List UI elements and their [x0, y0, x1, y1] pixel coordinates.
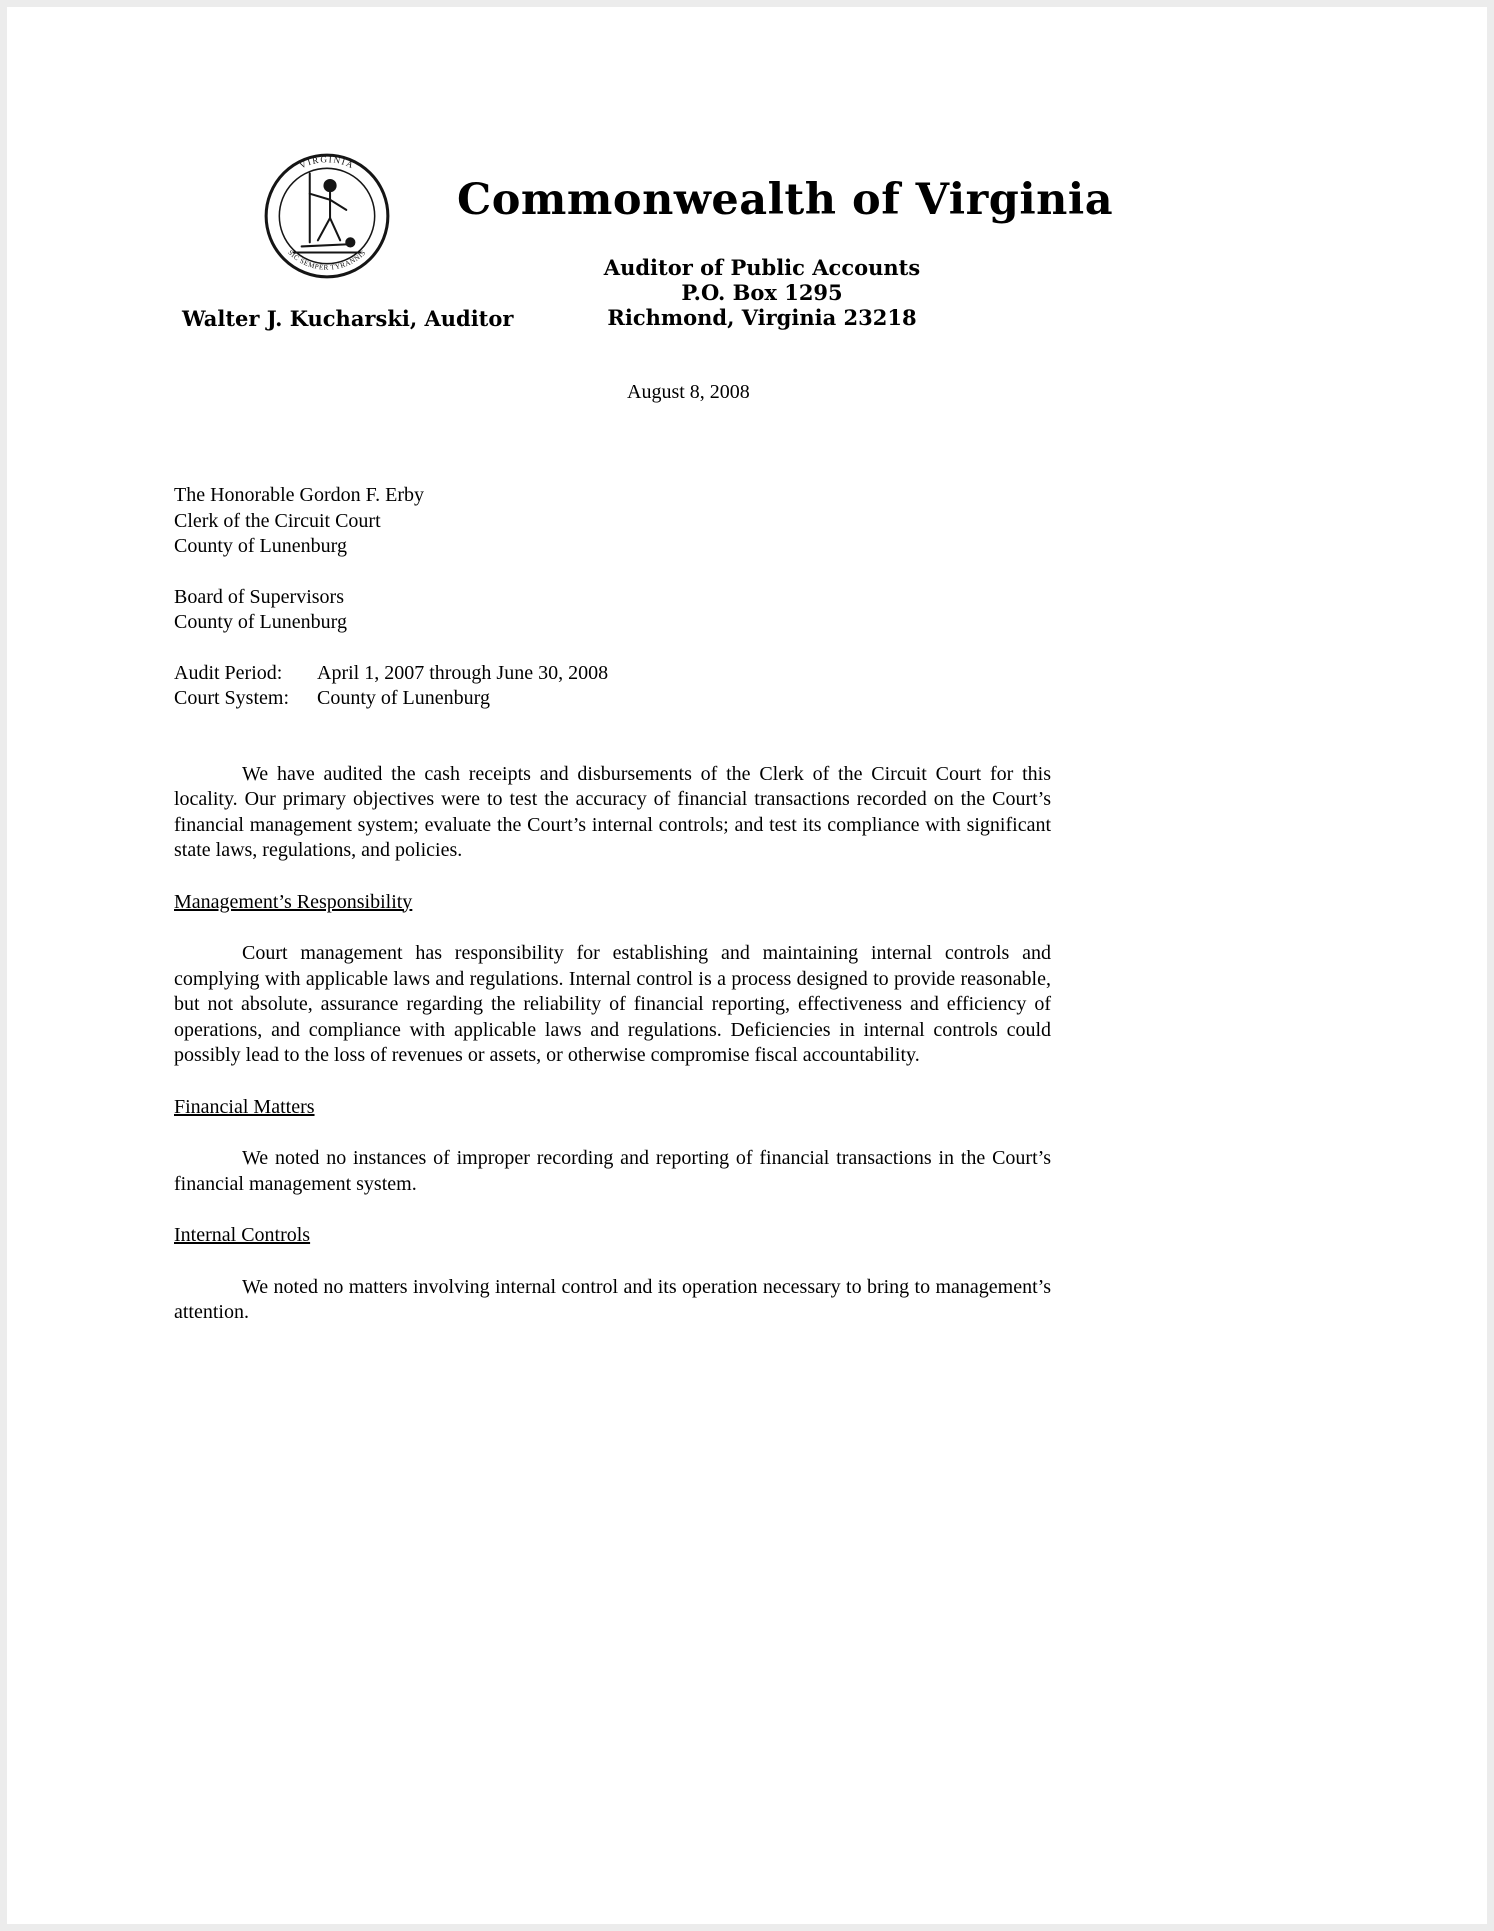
letter-body	[174, 483, 1051, 1352]
audit-period-row	[174, 661, 1051, 687]
office-city-line: Richmond, Virginia 23218	[607, 305, 917, 330]
recipient-locality: County of Lunenburg	[174, 535, 347, 557]
audit-period-value: April 1, 2007 through June 30, 2008	[317, 661, 609, 684]
court-system-label: Court System:	[174, 687, 290, 709]
intro-paragraph: We have audited the cash receipts and disbursements of the Clerk of the Circuit Court for this locality. Our primary objectives were to test the accuracy of financial transactions recorded on the Court’s financial management system; evaluate the Court’s internal controls; and test its compliance with significant state laws, regulations, and policies.	[174, 762, 1051, 861]
seal-figure	[294, 173, 361, 252]
seal-top-text: VIRGINIA	[297, 154, 357, 171]
office-po-box: P.O. Box 1295	[681, 280, 843, 305]
internal-controls-paragraph: We noted no matters involving internal control and its operation necessary to bring to management’s attention.	[174, 1275, 1051, 1323]
commonwealth-title: Commonwealth of Virginia	[457, 175, 1114, 225]
office-name: Auditor of Public Accounts	[603, 255, 921, 280]
auditor-name: Walter J. Kucharski, Auditor	[182, 306, 514, 331]
recipient-name: Board of Supervisors	[174, 585, 344, 608]
seal-bottom-text: SIC SEMPER TYRANNIS	[286, 248, 368, 272]
letter-date: August 8, 2008	[627, 381, 750, 403]
management-responsibility-paragraph: Court management has responsibility for establishing and maintaining internal controls and complying with applicable laws and regulations. Internal control is a process designed to provide reasonable, but not absolute, assurance regarding the reliability of financial reporting, effectiveness and efficiency of operations, and compliance with applicable laws and regulations. Deficiencies in internal controls could possibly lead to the loss of revenues or assets, or otherwise compromise fiscal accountability.	[174, 942, 1051, 1066]
court-system-row	[174, 686, 1051, 712]
court-system-value: County of Lunenburg	[317, 687, 490, 709]
section-heading-financial-matters: Financial Matters	[174, 1095, 315, 1118]
office-address-block	[552, 255, 972, 330]
recipient-block-clerk	[174, 483, 1051, 560]
audit-period-label: Audit Period:	[174, 661, 283, 684]
recipient-title: Clerk of the Circuit Court	[174, 509, 381, 532]
recipient-name: The Honorable Gordon F. Erby	[174, 484, 425, 506]
financial-matters-paragraph: We noted no instances of improper recording and reporting of financial transactions in the Court’s financial management system.	[174, 1147, 1051, 1195]
virginia-seal-icon	[257, 153, 397, 279]
recipient-locality: County of Lunenburg	[174, 611, 347, 633]
recipient-block-board	[174, 585, 1051, 636]
section-heading-internal-controls: Internal Controls	[174, 1224, 311, 1246]
audit-info-block	[174, 661, 1051, 712]
virginia-seal-graphic	[257, 153, 397, 279]
section-heading-management-responsibility: Management’s Responsibility	[174, 890, 413, 913]
